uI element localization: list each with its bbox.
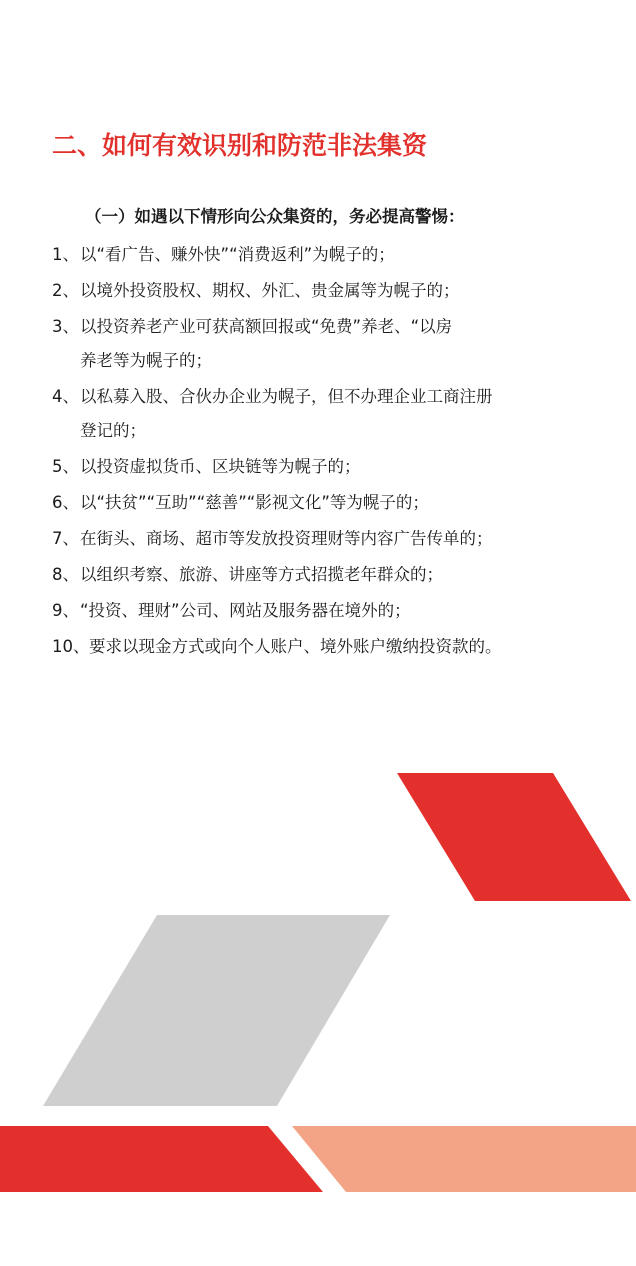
subsection-heading: （一）如遇以下情形向公众集资的，务必提高警惕： <box>85 207 465 226</box>
item-number: 1、 <box>52 245 79 264</box>
item-text: 以组织考察、旅游、讲座等方式招揽老年群众的； <box>80 565 443 584</box>
list-item <box>0 558 636 592</box>
item-text: 以“扶贫”“互助”“慈善”“影视文化”等为幌子的； <box>80 493 429 512</box>
item-text: 以投资养老产业可获高额回报或“免费”养老、“以房 <box>80 317 453 336</box>
red-parallelogram-upper <box>397 773 631 901</box>
item-number: 8、 <box>52 565 79 584</box>
item-text: 以投资虚拟货币、区块链等为幌子的； <box>80 457 361 476</box>
item-number: 5、 <box>52 457 79 476</box>
item-number: 4、 <box>52 387 79 406</box>
list-item <box>0 594 636 628</box>
list-item <box>0 486 636 520</box>
salmon-band-right <box>292 1126 636 1192</box>
red-band-left <box>0 1126 323 1192</box>
warning-list <box>0 238 636 666</box>
list-item <box>0 274 636 308</box>
item-text: “投资、理财”公司、网站及服务器在境外的； <box>80 601 411 620</box>
item-number: 2、 <box>52 281 79 300</box>
list-item <box>0 450 636 484</box>
section-heading: 二、如何有效识别和防范非法集资 <box>52 131 428 160</box>
item-number: 9、 <box>52 601 79 620</box>
item-text: 要求以现金方式或向个人账户、境外账户缴纳投资款的。 <box>89 637 502 656</box>
list-item <box>0 630 636 664</box>
item-number: 3、 <box>52 317 79 336</box>
item-number: 7、 <box>52 529 79 548</box>
item-text-continued: 登记的； <box>80 421 146 440</box>
list-item <box>0 310 636 378</box>
gray-parallelogram <box>43 915 390 1106</box>
item-text: 以“看广告、赚外快”“消费返利”为幌子的； <box>80 245 395 264</box>
item-number: 10、 <box>52 637 90 656</box>
item-text-continued: 养老等为幌子的； <box>80 351 212 370</box>
item-text: 以境外投资股权、期权、外汇、贵金属等为幌子的； <box>80 281 460 300</box>
list-item <box>0 238 636 272</box>
list-item <box>0 522 636 556</box>
list-item <box>0 380 636 448</box>
item-text: 以私募入股、合伙办企业为幌子，但不办理企业工商注册 <box>80 387 493 406</box>
item-text: 在街头、商场、超市等发放投资理财等内容广告传单的； <box>80 529 493 548</box>
item-number: 6、 <box>52 493 79 512</box>
